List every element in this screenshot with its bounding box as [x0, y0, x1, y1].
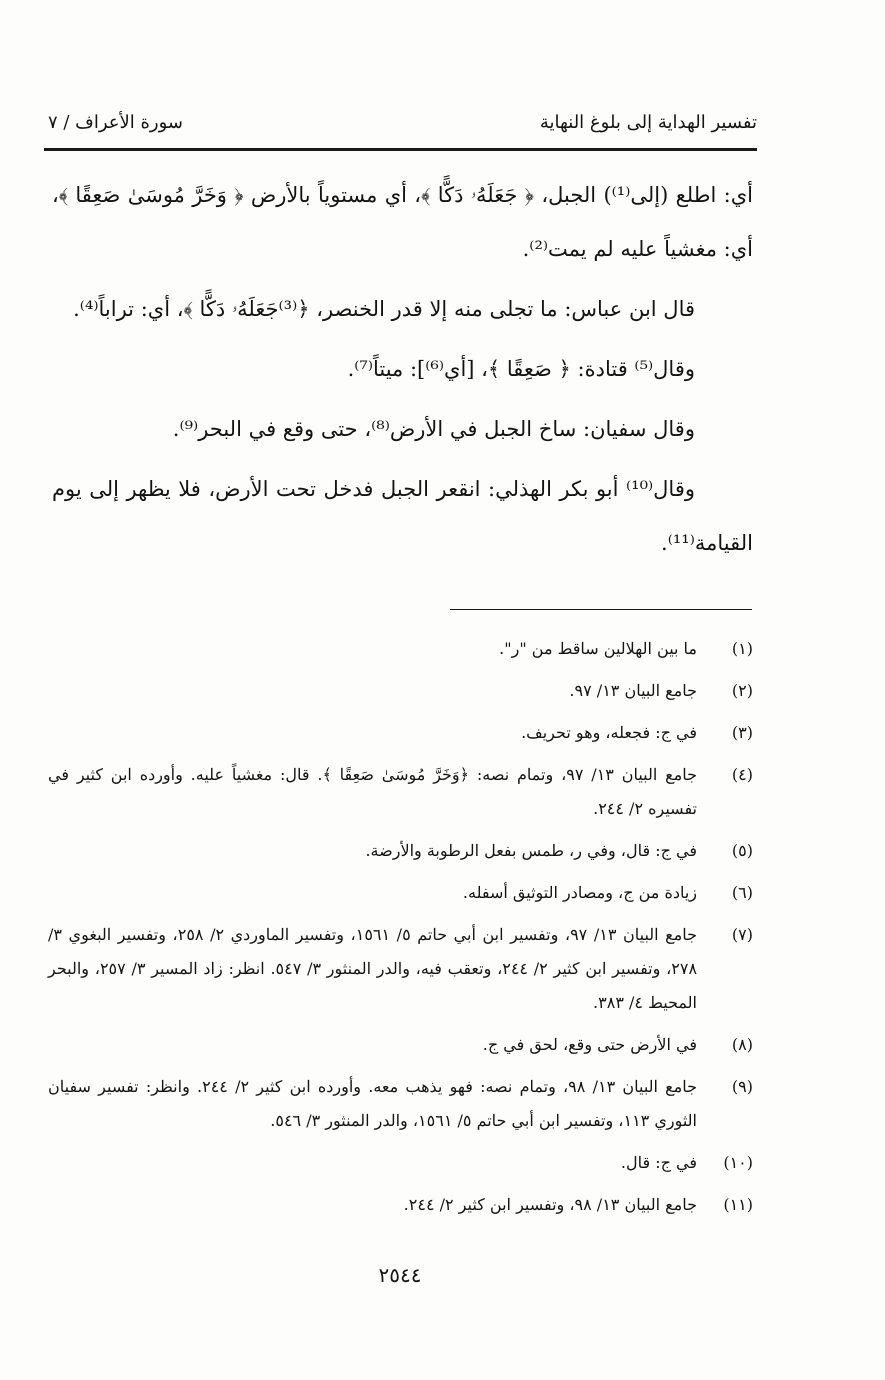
paragraph-4: وقال سفيان: ساخ الجبل في الأرض⁽⁸⁾، حتى وقع في البحر⁽⁹⁾.	[172, 417, 695, 441]
footnote-text: جامع البيان ١٣/ ٩٨، وتمام نصه: فهو يذهب معه. وأورده ابن كثير ٢/ ٢٤٤. وانظر: تفسير سفيان الثوري ١١٣، وتفسير ابن أبي حاتم ٥/ ١٥٦١، والدر المنثور ٣/ ٥٤٦.	[48, 1077, 698, 1130]
page-number: ٢٥٤٤	[378, 1263, 422, 1287]
footnote	[48, 758, 753, 826]
footnotes	[48, 632, 753, 1230]
footnote-text: في ج: قال، وفي ر، طمس بفعل الرطوبة والأرضة.	[365, 841, 697, 860]
footnote	[48, 918, 753, 1020]
footnote-text: في ج: قال.	[620, 1153, 697, 1172]
paragraph-3: وقال⁽⁵⁾ قتادة: ﴿ صَعِقًا ﴾، [أي⁽⁶⁾]: ميتاً⁽⁷⁾.	[347, 357, 695, 381]
footnote	[48, 834, 753, 868]
footnote-number: (٨)	[731, 1035, 753, 1054]
footnote	[48, 1146, 753, 1180]
footnote-number: (٦)	[731, 883, 753, 902]
footnote-number: (٢)	[731, 681, 753, 700]
footnote-number: (١٠)	[723, 1153, 753, 1172]
footnote	[48, 1028, 753, 1062]
footnote-number: (٩)	[731, 1077, 753, 1096]
running-header-book-title: تفسير الهداية إلى بلوغ النهاية	[539, 112, 757, 133]
footnote-number: (٧)	[731, 925, 753, 944]
footnote	[48, 716, 753, 750]
main-text	[52, 168, 753, 576]
paragraph-1: أي: اطلع (إلى⁽¹⁾) الجبل، ﴿ جَعَلَهُۥ دَكًّا ﴾، أي مستوياً بالأرض ﴿ وَخَرَّ مُوسَىٰ صَعِقًا ﴾، أي: مغشياً عليه لم يمت⁽²⁾.	[52, 183, 753, 261]
paragraph-5: وقال⁽¹⁰⁾ أبو بكر الهذلي: انقعر الجبل فدخل تحت الأرض، فلا يظهر إلى يوم القيامة⁽¹¹⁾.	[52, 477, 753, 555]
footnote	[48, 632, 753, 666]
footnote-separator	[450, 609, 752, 610]
footnote-text: جامع البيان ١٣/ ٩٨، وتفسير ابن كثير ٢/ ٢٤٤.	[403, 1195, 697, 1214]
paragraph-2: قال ابن عباس: ما تجلى منه إلا قدر الخنصر، ﴿⁽³⁾جَعَلَهُۥ دَكًّا ﴾، أي: تراباً⁽⁴⁾.	[73, 297, 695, 321]
footnote-text: جامع البيان ١٣/ ٩٧، وتفسير ابن أبي حاتم ٥/ ١٥٦١، وتفسير الماوردي ٢/ ٢٥٨، وتفسير البغوي ٣/ ٢٧٨، وتفسير ابن كثير ٢/ ٢٤٤، وتعقب فيه، والدر المنثور ٣/ ٥٤٧. انظر: زاد المسير ٣/ ٢٥٧، والبحر المحيط ٤/ ٣٨٣.	[48, 925, 698, 1012]
footnote-text: ما بين الهلالين ساقط من "ر".	[499, 639, 697, 658]
footnote-number: (١١)	[723, 1195, 753, 1214]
footnote-number: (١)	[731, 639, 753, 658]
running-header-surah: سورة الأعراف / ٧	[48, 112, 184, 133]
footnote-number: (٣)	[731, 723, 753, 742]
footnote-number: (٥)	[731, 841, 753, 860]
footnote	[48, 674, 753, 708]
footnote-text: زيادة من ج، ومصادر التوثيق أسفله.	[462, 883, 697, 902]
footnote-text: في ج: فجعله، وهو تحريف.	[521, 723, 697, 742]
footnote-text: في الأرض حتى وقع، لحق في ج.	[482, 1035, 697, 1054]
footnote	[48, 1070, 753, 1138]
footnote	[48, 876, 753, 910]
footnote	[48, 1188, 753, 1222]
footnote-number: (٤)	[731, 765, 753, 784]
footnote-text: جامع البيان ١٣/ ٩٧.	[569, 681, 697, 700]
header-rule	[44, 148, 757, 151]
footnote-text: جامع البيان ١٣/ ٩٧، وتمام نصه: ﴿وَخَرَّ مُوسَىٰ صَعِقًا ﴾. قال: مغشياً عليه. وأورده ابن كثير في تفسيره ٢/ ٢٤٤.	[48, 765, 698, 818]
